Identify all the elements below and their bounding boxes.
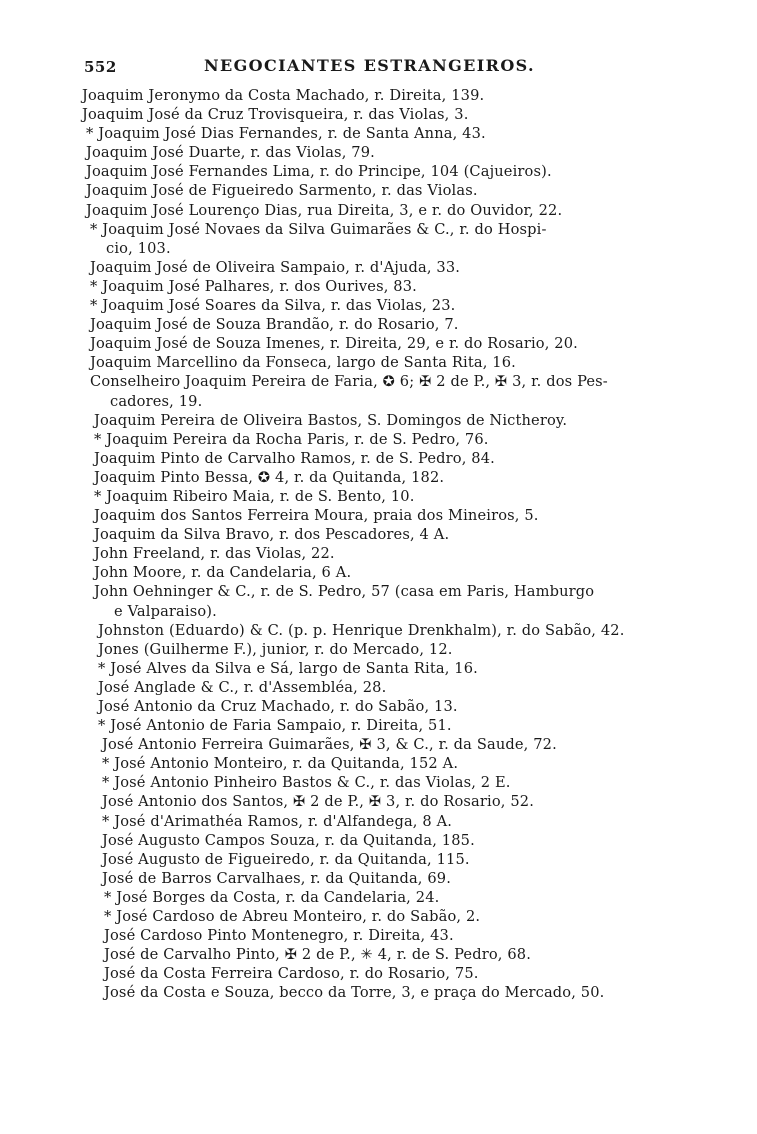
page-header	[84, 56, 674, 84]
list-item: Joaquim Marcellino da Fonseca, largo de Santa Rita, 16.	[90, 354, 516, 372]
list-item: José Augusto de Figueiredo, r. da Quitanda, 115.	[102, 850, 470, 868]
list-item: José Antonio da Cruz Machado, r. do Sabão, 13.	[98, 698, 458, 715]
list-item: José Cardoso Pinto Montenegro, r. Direita, 43.	[104, 927, 454, 945]
list-item: * José Borges da Costa, r. da Candelaria, 24.	[104, 888, 440, 906]
list-item: * José d'Arimathéa Ramos, r. d'Alfandega, 8 A.	[102, 812, 453, 830]
list-item: * José Antonio de Faria Sampaio, r. Direita, 51.	[98, 717, 452, 735]
list-item: José de Carvalho Pinto, ✠ 2 de P., ✳ 4, r. de S. Pedro, 68.	[104, 946, 531, 964]
list-item: * José Cardoso de Abreu Monteiro, r. do Sabão, 2.	[104, 908, 481, 926]
list-item: José de Barros Carvalhaes, r. da Quitanda, 69.	[102, 869, 452, 887]
list-item: Jones (Guilherme F.), junior, r. do Mercado, 12.	[98, 640, 453, 658]
list-item: John Oehninger & C., r. de S. Pedro, 57 (casa em Paris, Hamburgo	[94, 583, 595, 601]
list-item: Joaquim da Silva Bravo, r. dos Pescadores, 4 A.	[94, 526, 450, 544]
list-item: John Moore, r. da Candelaria, 6 A.	[94, 564, 352, 582]
list-item: Joaquim José de Oliveira Sampaio, r. d'Ajuda, 33.	[90, 258, 461, 276]
list-item: Joaquim Jeronymo da Costa Machado, r. Direita, 139.	[82, 87, 485, 104]
list-item: * Joaquim José Palhares, r. dos Ourives, 83.	[90, 277, 417, 295]
list-item: Joaquim Pinto de Carvalho Ramos, r. de S. Pedro, 84.	[94, 449, 495, 467]
list-item: * Joaquim Pereira da Rocha Paris, r. de S. Pedro, 76.	[94, 430, 489, 448]
list-item: Joaquim Pinto Bessa, ✪ 4, r. da Quitanda, 182.	[94, 468, 445, 486]
running-head-title: NEGOCIANTES ESTRANGEIROS.	[204, 56, 536, 75]
list-item: * Joaquim José Soares da Silva, r. das Violas, 23.	[90, 297, 456, 315]
list-item: Joaquim dos Santos Ferreira Moura, praia dos Mineiros, 5.	[94, 507, 539, 525]
list-item: Joaquim José de Figueiredo Sarmento, r. das Violas.	[86, 182, 478, 200]
list-item: Joaquim José de Souza Imenes, r. Direita, 29, e r. do Rosario, 20.	[90, 335, 578, 353]
list-item: José Antonio Ferreira Guimarães, ✠ 3, & C., r. da Saude, 72.	[102, 736, 557, 754]
list-item: * Joaquim Ribeiro Maia, r. de S. Bento, 10.	[94, 487, 415, 505]
list-item: Joaquim Pereira de Oliveira Bastos, S. Domingos de Nictheroy.	[94, 411, 568, 429]
list-item: Conselheiro Joaquim Pereira de Faria, ✪ 6; ✠ 2 de P., ✠ 3, r. dos Pes-	[90, 373, 608, 391]
directory-list	[82, 86, 682, 1003]
list-item: * José Antonio Pinheiro Bastos & C., r. das Violas, 2 E.	[102, 774, 511, 792]
list-item: Joaquim José de Souza Brandão, r. do Rosario, 7.	[90, 316, 459, 334]
list-item: Joaquim José da Cruz Trovisqueira, r. das Violas, 3.	[82, 106, 469, 124]
list-item: Joaquim José Lourenço Dias, rua Direita, 3, e r. do Ouvidor, 22.	[86, 201, 563, 219]
list-item: * Joaquim José Novaes da Silva Guimarães & C., r. do Hospi-	[90, 220, 547, 238]
list-item: José da Costa Ferreira Cardoso, r. do Rosario, 75.	[104, 965, 479, 983]
list-item: * Joaquim José Dias Fernandes, r. de Santa Anna, 43.	[86, 125, 486, 143]
list-item: José da Costa e Souza, becco da Torre, 3, e praça do Mercado, 50.	[104, 984, 605, 1002]
list-item: John Freeland, r. das Violas, 22.	[94, 545, 335, 563]
list-item: José Augusto Campos Souza, r. da Quitanda, 185.	[102, 831, 475, 849]
list-item: José Antonio dos Santos, ✠ 2 de P., ✠ 3, r. do Rosario, 52.	[102, 793, 535, 811]
list-item: * José Alves da Silva e Sá, largo de Santa Rita, 16.	[98, 659, 478, 677]
list-item: Joaquim José Fernandes Lima, r. do Principe, 104 (Cajueiros).	[86, 163, 552, 181]
list-item: Johnston (Eduardo) & C. (p. p. Henrique Drenkhalm), r. do Sabão, 42.	[98, 621, 625, 639]
list-item: Joaquim José Duarte, r. das Violas, 79.	[86, 144, 375, 162]
list-item-continuation: cio, 103.	[106, 239, 171, 257]
list-item-continuation: cadores, 19.	[110, 392, 203, 410]
page-number: 552	[84, 58, 117, 76]
list-item: José Anglade & C., r. d'Assembléa, 28.	[98, 678, 387, 696]
list-item: * José Antonio Monteiro, r. da Quitanda, 152 A.	[102, 755, 459, 773]
list-item-continuation: e Valparaiso).	[114, 602, 217, 620]
